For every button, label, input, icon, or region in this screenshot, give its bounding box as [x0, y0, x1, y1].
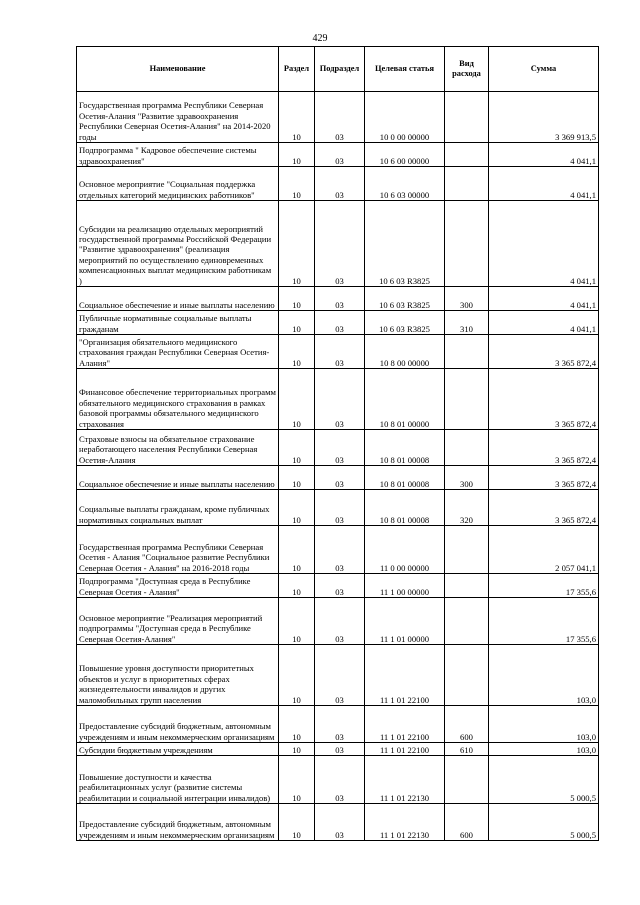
table-row: [77, 311, 599, 335]
row-podrazdel: 03: [315, 756, 365, 804]
row-vid: [445, 201, 489, 287]
row-statya: 10 8 01 00008: [365, 466, 445, 490]
header-summa: Сумма: [489, 47, 599, 92]
row-summa: 103,0: [489, 645, 599, 706]
row-summa: 3 365 872,4: [489, 369, 599, 430]
header-statya: Целевая статья: [365, 47, 445, 92]
row-statya: 10 8 00 00000: [365, 335, 445, 369]
row-name: Повышение уровня доступности приоритетных объектов и услуг в приоритетных сферах жизнедеятельности инвалидов и других маломобильных групп населения: [77, 645, 279, 706]
row-razdel: 10: [279, 706, 315, 743]
row-vid: [445, 574, 489, 598]
row-razdel: 10: [279, 92, 315, 143]
row-vid: 600: [445, 706, 489, 743]
row-podrazdel: 03: [315, 743, 365, 756]
row-vid: [445, 645, 489, 706]
table-row: [77, 574, 599, 598]
row-vid: [445, 430, 489, 466]
row-razdel: 10: [279, 167, 315, 201]
row-podrazdel: 03: [315, 311, 365, 335]
row-vid: 300: [445, 466, 489, 490]
row-statya: 11 1 01 22100: [365, 645, 445, 706]
header-podrazdel: Подраздел: [315, 47, 365, 92]
row-podrazdel: 03: [315, 706, 365, 743]
row-razdel: 10: [279, 287, 315, 311]
table-row: [77, 804, 599, 841]
row-statya: 10 8 01 00008: [365, 490, 445, 526]
row-razdel: 10: [279, 311, 315, 335]
row-podrazdel: 03: [315, 287, 365, 311]
table-row: [77, 335, 599, 369]
row-name: Основное мероприятие "Реализация мероприятий подпрограммы "Доступная среда в Республике Северная Осетия-Алания": [77, 598, 279, 645]
table-row: [77, 287, 599, 311]
row-summa: 3 365 872,4: [489, 490, 599, 526]
row-summa: 4 041,1: [489, 287, 599, 311]
row-vid: 300: [445, 287, 489, 311]
row-podrazdel: 03: [315, 526, 365, 574]
row-summa: 3 365 872,4: [489, 466, 599, 490]
row-razdel: 10: [279, 430, 315, 466]
header-name: Наименование: [77, 47, 279, 92]
row-summa: 4 041,1: [489, 143, 599, 167]
row-podrazdel: 03: [315, 92, 365, 143]
row-statya: 10 6 03 R3825: [365, 311, 445, 335]
row-podrazdel: 03: [315, 804, 365, 841]
table-row: [77, 167, 599, 201]
row-name: "Организация обязательного медицинского страхования граждан Республики Северная Осетия-Алания": [77, 335, 279, 369]
table-row: [77, 92, 599, 143]
row-podrazdel: 03: [315, 201, 365, 287]
table-row: [77, 369, 599, 430]
row-summa: 3 365 872,4: [489, 335, 599, 369]
row-statya: 11 1 01 22130: [365, 804, 445, 841]
row-razdel: 10: [279, 804, 315, 841]
row-podrazdel: 03: [315, 598, 365, 645]
row-statya: 10 6 03 R3825: [365, 201, 445, 287]
row-razdel: 10: [279, 756, 315, 804]
row-razdel: 10: [279, 335, 315, 369]
row-razdel: 10: [279, 526, 315, 574]
row-statya: 11 1 01 00000: [365, 598, 445, 645]
row-summa: 103,0: [489, 706, 599, 743]
row-statya: 11 1 00 00000: [365, 574, 445, 598]
table-row: [77, 201, 599, 287]
row-statya: 11 0 00 00000: [365, 526, 445, 574]
table-row: [77, 466, 599, 490]
row-name: Основное мероприятие "Социальная поддержка отдельных категорий медицинских работников": [77, 167, 279, 201]
row-razdel: 10: [279, 466, 315, 490]
row-podrazdel: 03: [315, 430, 365, 466]
row-razdel: 10: [279, 598, 315, 645]
row-statya: 10 8 01 00008: [365, 430, 445, 466]
row-statya: 10 6 03 R3825: [365, 287, 445, 311]
table-row: [77, 743, 599, 756]
row-vid: [445, 92, 489, 143]
row-summa: 3 369 913,5: [489, 92, 599, 143]
row-vid: [445, 756, 489, 804]
row-statya: 11 1 01 22100: [365, 743, 445, 756]
table-row: [77, 645, 599, 706]
table-row: [77, 526, 599, 574]
row-statya: 11 1 01 22130: [365, 756, 445, 804]
table-row: [77, 430, 599, 466]
row-summa: 3 365 872,4: [489, 430, 599, 466]
row-vid: 600: [445, 804, 489, 841]
row-summa: 4 041,1: [489, 167, 599, 201]
row-vid: [445, 526, 489, 574]
row-vid: 320: [445, 490, 489, 526]
row-statya: 10 8 01 00000: [365, 369, 445, 430]
row-vid: [445, 369, 489, 430]
row-razdel: 10: [279, 201, 315, 287]
row-razdel: 10: [279, 743, 315, 756]
row-name: Публичные нормативные социальные выплаты гражданам: [77, 311, 279, 335]
row-vid: [445, 335, 489, 369]
row-razdel: 10: [279, 490, 315, 526]
row-name: Финансовое обеспечение территориальных программ обязательного медицинского страхования в рамках базовой программы обязательного медицинского страхования: [77, 369, 279, 430]
row-name: Повышение доступности и качества реабилитационных услуг (развитие системы реабилитации и социальной интеграции инвалидов): [77, 756, 279, 804]
row-razdel: 10: [279, 574, 315, 598]
row-summa: 4 041,1: [489, 201, 599, 287]
table-row: [77, 598, 599, 645]
row-summa: 4 041,1: [489, 311, 599, 335]
row-name: Социальные выплаты гражданам, кроме публичных нормативных социальных выплат: [77, 490, 279, 526]
row-vid: [445, 598, 489, 645]
row-name: Предоставление субсидий бюджетным, автономным учреждениям и иным некоммерческим организациям: [77, 706, 279, 743]
row-name: Государственная программа Республики Северная Осетия - Алания "Социальное развитие Республики Северная Осетия - Алания" на 2016-2018 годы: [77, 526, 279, 574]
row-vid: 610: [445, 743, 489, 756]
header-razdel: Раздел: [279, 47, 315, 92]
row-summa: 5 000,5: [489, 804, 599, 841]
row-podrazdel: 03: [315, 335, 365, 369]
row-name: Государственная программа Республики Северная Осетия-Алания "Развитие здравоохранения Республики Северная Осетия-Алания" на 2014-2020 годы: [77, 92, 279, 143]
row-name: Подпрограмма "Доступная среда в Республике Северная Осетия - Алания": [77, 574, 279, 598]
row-summa: 5 000,5: [489, 756, 599, 804]
row-name: Страховые взносы на обязательное страхование неработающего населения Республики Северная Осетия-Алания: [77, 430, 279, 466]
row-statya: 11 1 01 22100: [365, 706, 445, 743]
table-row: [77, 143, 599, 167]
row-podrazdel: 03: [315, 574, 365, 598]
row-razdel: 10: [279, 645, 315, 706]
budget-table: [76, 46, 599, 841]
row-name: Субсидии бюджетным учреждениям: [77, 743, 279, 756]
table-row: [77, 490, 599, 526]
row-name: Социальное обеспечение и иные выплаты населению: [77, 466, 279, 490]
row-statya: 10 0 00 00000: [365, 92, 445, 143]
row-vid: [445, 167, 489, 201]
row-podrazdel: 03: [315, 490, 365, 526]
row-name: Социальное обеспечение и иные выплаты населению: [77, 287, 279, 311]
row-summa: 103,0: [489, 743, 599, 756]
row-vid: 310: [445, 311, 489, 335]
row-statya: 10 6 03 00000: [365, 167, 445, 201]
row-podrazdel: 03: [315, 143, 365, 167]
table-row: [77, 756, 599, 804]
row-statya: 10 6 00 00000: [365, 143, 445, 167]
table-row: [77, 706, 599, 743]
row-summa: 17 355,6: [489, 598, 599, 645]
row-razdel: 10: [279, 143, 315, 167]
row-summa: 2 057 041,1: [489, 526, 599, 574]
row-name: Предоставление субсидий бюджетным, автономным учреждениям и иным некоммерческим организациям: [77, 804, 279, 841]
row-summa: 17 355,6: [489, 574, 599, 598]
row-podrazdel: 03: [315, 369, 365, 430]
row-name: Субсидии на реализацию отдельных мероприятий государственной программы Российской Федерации "Развитие здравоохранения" (реализация мероприятий по осуществлению единовременных компенсационных выплат медицинским работникам ): [77, 201, 279, 287]
row-podrazdel: 03: [315, 645, 365, 706]
page-number: 429: [312, 33, 328, 44]
row-vid: [445, 143, 489, 167]
table-header-row: [77, 47, 599, 92]
row-razdel: 10: [279, 369, 315, 430]
header-vid: Вид расхода: [445, 47, 489, 92]
row-podrazdel: 03: [315, 167, 365, 201]
row-podrazdel: 03: [315, 466, 365, 490]
row-name: Подпрограмма " Кадровое обеспечение системы здравоохранения": [77, 143, 279, 167]
